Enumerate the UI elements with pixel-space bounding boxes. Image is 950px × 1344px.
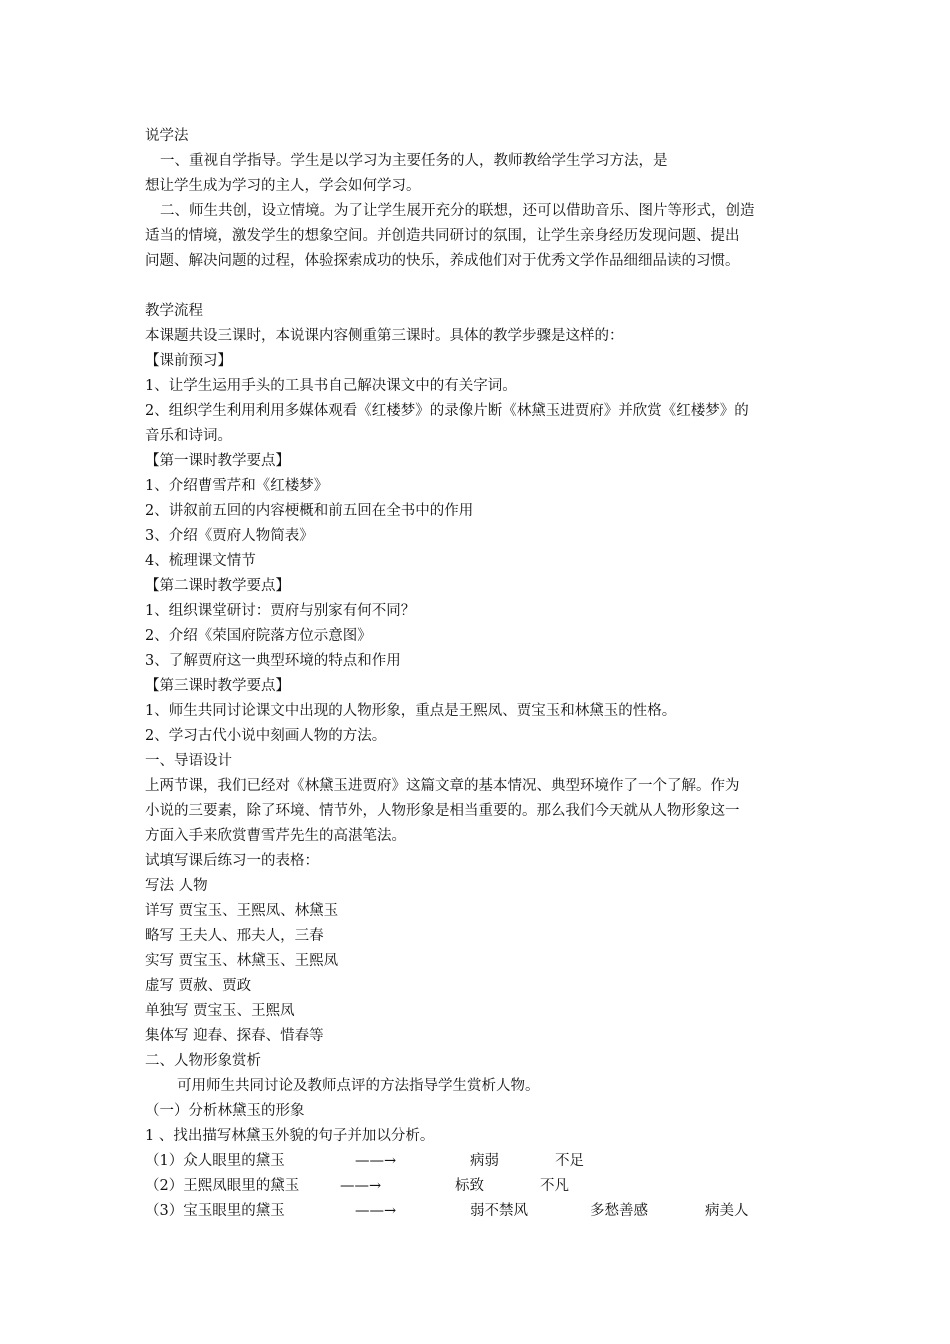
table-row: 集体写 迎春、探春、惜春等 [145, 1028, 324, 1044]
paragraph-line: 问题、解决问题的过程，体验探索成功的快乐，养成他们对于优秀文学作品细细品读的习惯。 [145, 253, 740, 269]
list-item: 1、让学生运用手头的工具书自己解决课文中的有关字词。 [145, 378, 517, 394]
analysis-term: 不凡 [540, 1178, 569, 1194]
table-row: 详写 贾宝玉、王熙凤、林黛玉 [145, 903, 339, 919]
list-item: 1、介绍曹雪芹和《红楼梦》 [145, 478, 329, 494]
table-row: 单独写 贾宝玉、王熙凤 [145, 1003, 295, 1019]
part-heading-intro: 一、导语设计 [145, 753, 232, 769]
arrow: ——→ [340, 1178, 382, 1194]
analysis-row [145, 1149, 815, 1174]
paragraph-line: 一、重视自学指导。学生是以学习为主要任务的人，教师教给学生学习方法，是 [160, 153, 668, 169]
exercise-prompt: 试填写课后练习一的表格： [145, 853, 319, 869]
paragraph-line: 适当的情境，激发学生的想象空间。并创造共同研讨的氛围，让学生亲身经历发现问题、提出 [145, 228, 740, 244]
table-row: 写法 人物 [145, 878, 208, 894]
list-item: 2、学习古代小说中刻画人物的方法。 [145, 728, 387, 744]
paragraph-line: 小说的三要素，除了环境、情节外，人物形象是相当重要的。那么我们今天就从人物形象这一 [145, 803, 740, 819]
analysis-row [145, 1199, 815, 1224]
section-heading-learning: 说学法 [145, 128, 189, 144]
analysis-term: 多愁善感 [590, 1203, 648, 1219]
subsection-title: 【第二课时教学要点】 [145, 578, 290, 594]
analysis-term: 病弱 [470, 1153, 499, 1169]
analysis-label: （2）王熙凤眼里的黛玉 [145, 1178, 300, 1194]
subsection-title: 【第三课时教学要点】 [145, 678, 290, 694]
analysis-label: （1）众人眼里的黛玉 [145, 1153, 285, 1169]
paragraph-line: 二、师生共创，设立情境。为了让学生展开充分的联想，还可以借助音乐、图片等形式，创造 [160, 203, 755, 219]
paragraph-line: 可用师生共同讨论及教师点评的方法指导学生赏析人物。 [177, 1078, 540, 1094]
table-row: 略写 王夫人、邢夫人，三春 [145, 928, 324, 944]
subsection-title: 【课前预习】 [145, 353, 232, 369]
subsection-title: （一）分析林黛玉的形象 [145, 1103, 305, 1119]
paragraph-line: 本课题共设三课时，本说课内容侧重第三课时。具体的教学步骤是这样的： [145, 328, 624, 344]
list-item: 1、组织课堂研讨：贾府与别家有何不同？ [145, 603, 416, 619]
part-heading-analysis: 二、人物形象赏析 [145, 1053, 261, 1069]
blank-line [145, 274, 815, 299]
subsection-title: 【第一课时教学要点】 [145, 453, 290, 469]
list-item: 4、梳理课文情节 [145, 553, 256, 569]
arrow: ——→ [355, 1153, 397, 1169]
paragraph-line: 上两节课，我们已经对《林黛玉进贾府》这篇文章的基本情况、典型环境作了一个了解。作为 [145, 778, 740, 794]
document-body [145, 124, 815, 1224]
list-item: 1、师生共同讨论课文中出现的人物形象，重点是王熙凤、贾宝玉和林黛玉的性格。 [145, 703, 677, 719]
analysis-term: 弱不禁风 [470, 1203, 528, 1219]
arrow: ——→ [355, 1203, 397, 1219]
paragraph-line: 方面入手来欣赏曹雪芹先生的高湛笔法。 [145, 828, 406, 844]
list-item-continued: 音乐和诗词。 [145, 428, 232, 444]
list-item: 2、介绍《荣国府院落方位示意图》 [145, 628, 372, 644]
analysis-term: 不足 [555, 1153, 584, 1169]
analysis-label: （3）宝玉眼里的黛玉 [145, 1203, 285, 1219]
table-row: 实写 贾宝玉、林黛玉、王熙凤 [145, 953, 339, 969]
paragraph-line: 想让学生成为学习的主人，学会如何学习。 [145, 178, 421, 194]
analysis-term: 标致 [455, 1178, 484, 1194]
list-item: 3、了解贾府这一典型环境的特点和作用 [145, 653, 401, 669]
list-item: 2、组织学生利用利用多媒体观看《红楼梦》的录像片断《林黛玉进贾府》并欣赏《红楼梦》的 [145, 403, 749, 419]
task-line: 1 、找出描写林黛玉外貌的句子并加以分析。 [145, 1128, 435, 1144]
list-item: 3、介绍《贾府人物简表》 [145, 528, 314, 544]
analysis-term: 病美人 [705, 1203, 749, 1219]
list-item: 2、讲叙前五回的内容梗概和前五回在全书中的作用 [145, 503, 474, 519]
table-row: 虚写 贾赦、贾政 [145, 978, 252, 994]
section-heading-flow: 教学流程 [145, 303, 203, 319]
analysis-row [145, 1174, 815, 1199]
